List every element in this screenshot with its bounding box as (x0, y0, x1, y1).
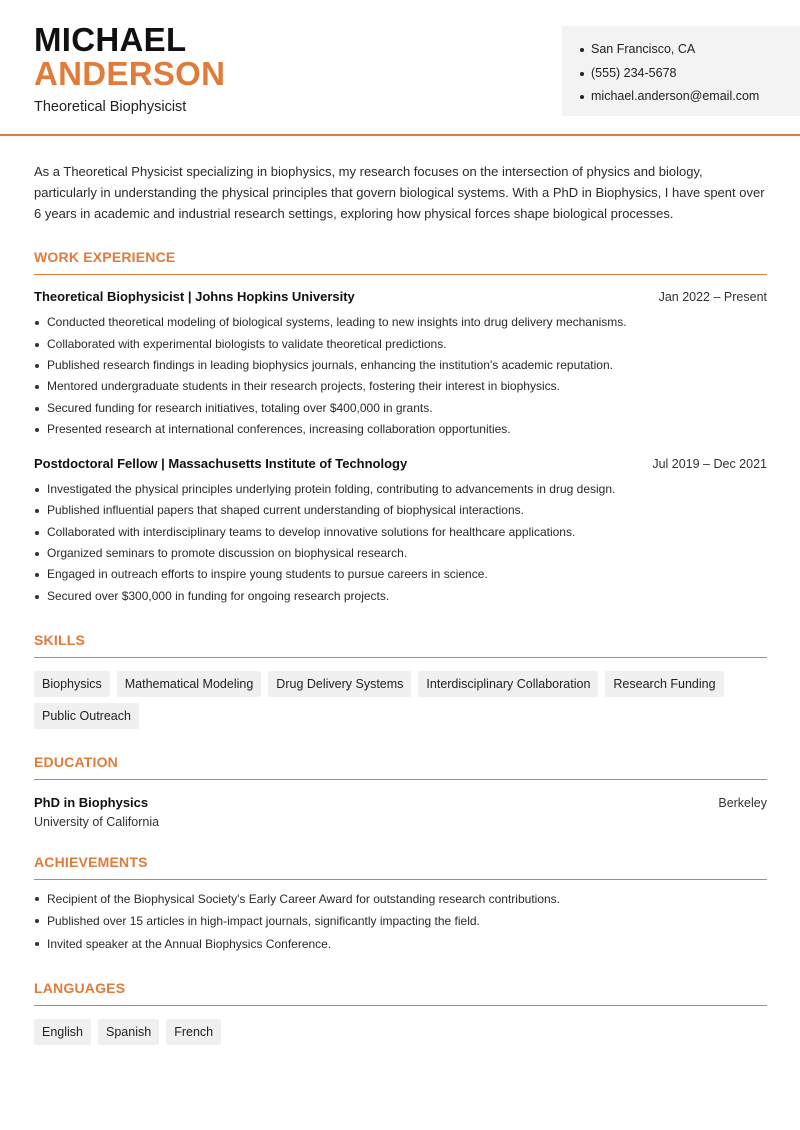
education-location: Berkeley (718, 795, 767, 810)
summary: As a Theoretical Physicist specializing in biophysics, my research focuses on the intersection of physics and biology, particularly in understanding the physical principles that govern biological systems. With a PhD in Biophysics, I have spent over 6 years in academic and industrial research settings, exploring how physical forces shape biological processes. (34, 164, 765, 221)
job-bullet: Organized seminars to promote discussion on biophysical research. (34, 543, 767, 564)
job-bullet: Secured over $300,000 in funding for ongoing research projects. (34, 586, 767, 607)
contact-list (580, 38, 800, 109)
job-bullet: Investigated the physical principles underlying protein folding, contributing to advancements in drug design. (34, 479, 767, 500)
job-bullets (34, 479, 767, 607)
job-date: Jan 2022 – Present (658, 290, 767, 305)
skill-tag: Drug Delivery Systems (268, 671, 411, 697)
resume-header (0, 0, 800, 136)
full-name (34, 22, 225, 91)
job-bullet: Published influential papers that shaped current understanding of biophysical interactions. (34, 500, 767, 521)
achievements-list (34, 888, 767, 956)
job-bullet: Presented research at international conferences, increasing collaboration opportunities. (34, 419, 767, 440)
contact-location: San Francisco, CA (580, 38, 800, 62)
job-bullets (34, 312, 767, 440)
job-entry (34, 456, 767, 607)
skills-list (34, 671, 767, 729)
school-name: University of California (34, 814, 160, 829)
job-bullet: Secured funding for research initiatives, totaling over $400,000 in grants. (34, 398, 767, 419)
section-title-languages: LANGUAGES (34, 980, 767, 1006)
section-title-achievements: ACHIEVEMENTS (34, 854, 767, 880)
job-bullet: Mentored undergraduate students in their research projects, fostering their interest in biophysics. (34, 376, 767, 397)
contact-email: michael.anderson@email.com (580, 85, 800, 109)
last-name: ANDERSON (34, 55, 226, 92)
job-title-headline: Theoretical Biophysicist (34, 99, 187, 115)
achievement-item: Recipient of the Biophysical Society's Early Career Award for outstanding research contributions. (34, 888, 767, 911)
skill-tag: Public Outreach (34, 703, 139, 729)
skill-tag: Interdisciplinary Collaboration (418, 671, 598, 697)
section-title-work: WORK EXPERIENCE (34, 249, 767, 275)
languages-list (34, 1019, 767, 1045)
job-bullet: Conducted theoretical modeling of biological systems, leading to new insights into drug delivery mechanisms. (34, 312, 767, 333)
education-entry (34, 795, 767, 829)
skill-tag: Mathematical Modeling (117, 671, 262, 697)
job-header (34, 289, 767, 304)
achievement-item: Published over 15 articles in high-impact journals, significantly impacting the field. (34, 910, 767, 933)
section-title-education: EDUCATION (34, 754, 767, 780)
job-bullet: Engaged in outreach efforts to inspire young students to pursue careers in science. (34, 564, 767, 585)
first-name: MICHAEL (34, 21, 187, 58)
section-title-skills: SKILLS (34, 632, 767, 658)
job-entry (34, 289, 767, 440)
job-bullet: Collaborated with experimental biologists to validate theoretical predictions. (34, 334, 767, 355)
job-header (34, 456, 767, 471)
job-bullet: Published research findings in leading biophysics journals, enhancing the institution's academic reputation. (34, 355, 767, 376)
job-title: Theoretical Biophysicist | Johns Hopkins University (34, 289, 355, 305)
degree: PhD in Biophysics (34, 794, 149, 810)
achievement-item: Invited speaker at the Annual Biophysics Conference. (34, 933, 767, 956)
job-title: Postdoctoral Fellow | Massachusetts Institute of Technology (34, 456, 408, 472)
language-tag: French (166, 1019, 221, 1045)
contact-box (562, 26, 800, 116)
skill-tag: Biophysics (34, 671, 110, 697)
language-tag: Spanish (98, 1019, 159, 1045)
skill-tag: Research Funding (605, 671, 723, 697)
language-tag: English (34, 1019, 91, 1045)
job-date: Jul 2019 – Dec 2021 (652, 457, 767, 472)
contact-phone: (555) 234-5678 (580, 62, 800, 86)
resume-body (0, 162, 800, 1045)
education-header (34, 795, 767, 810)
job-bullet: Collaborated with interdisciplinary teams to develop innovative solutions for healthcare applications. (34, 522, 767, 543)
